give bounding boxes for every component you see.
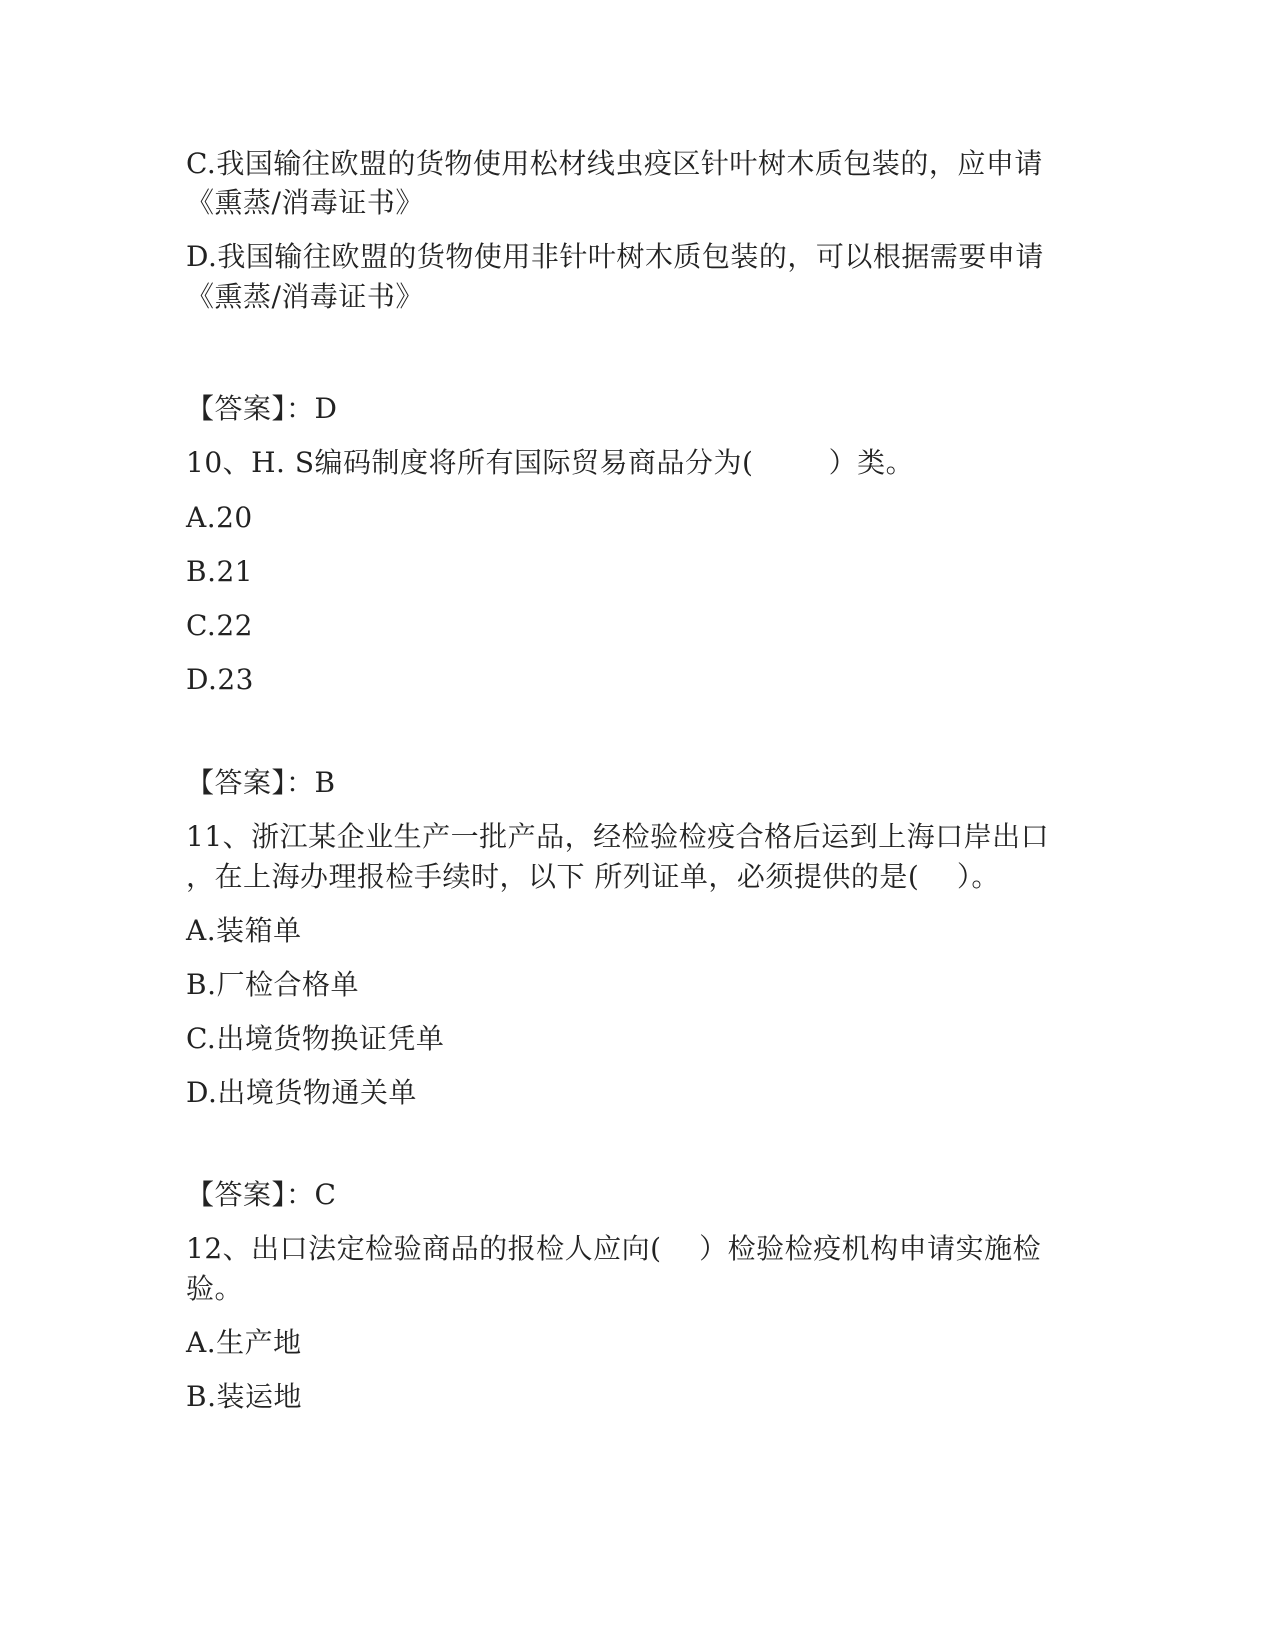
q12-question-line1: 12、出口法定检验商品的报检人应向( ）检验检疫机构申请实施检 — [186, 1232, 1042, 1265]
q9-option-c-line2: 《熏蒸/消毒证书》 — [186, 186, 424, 219]
q11-question-line2: ，在上海办理报检手续时，以下 所列证单，必须提供的是( ）。 — [186, 860, 1000, 893]
q10-option-a: A.20 — [186, 501, 253, 534]
q10-option-d: D.23 — [186, 663, 254, 696]
q9-answer: 【答案】：D — [186, 392, 338, 425]
q11-option-b: B.厂检合格单 — [186, 968, 359, 1001]
q10-question: 10、H. S编码制度将所有国际贸易商品分为( ）类。 — [186, 446, 915, 479]
q9-option-d-line2: 《熏蒸/消毒证书》 — [186, 280, 424, 313]
q12-option-b: B.装运地 — [186, 1380, 302, 1413]
q12-option-a: A.生产地 — [186, 1326, 302, 1359]
q10-answer: 【答案】：B — [186, 766, 336, 799]
q11-question-line1: 11、浙江某企业生产一批产品，经检验检疫合格后运到上海口岸出口 — [186, 820, 1050, 853]
q11-answer: 【答案】：C — [186, 1178, 337, 1211]
q11-option-c: C.出境货物换证凭单 — [186, 1022, 445, 1055]
q9-option-c-line1: C.我国输往欧盟的货物使用松材线虫疫区针叶树木质包装的，应申请 — [186, 147, 1043, 180]
q12-question-line2: 验。 — [186, 1272, 244, 1305]
q11-option-a: A.装箱单 — [186, 914, 302, 947]
q10-option-c: C.22 — [186, 609, 253, 642]
q10-option-b: B.21 — [186, 555, 254, 588]
q9-option-d-line1: D.我国输往欧盟的货物使用非针叶树木质包装的，可以根据需要申请 — [186, 240, 1044, 273]
q11-option-d: D.出境货物通关单 — [186, 1076, 417, 1109]
